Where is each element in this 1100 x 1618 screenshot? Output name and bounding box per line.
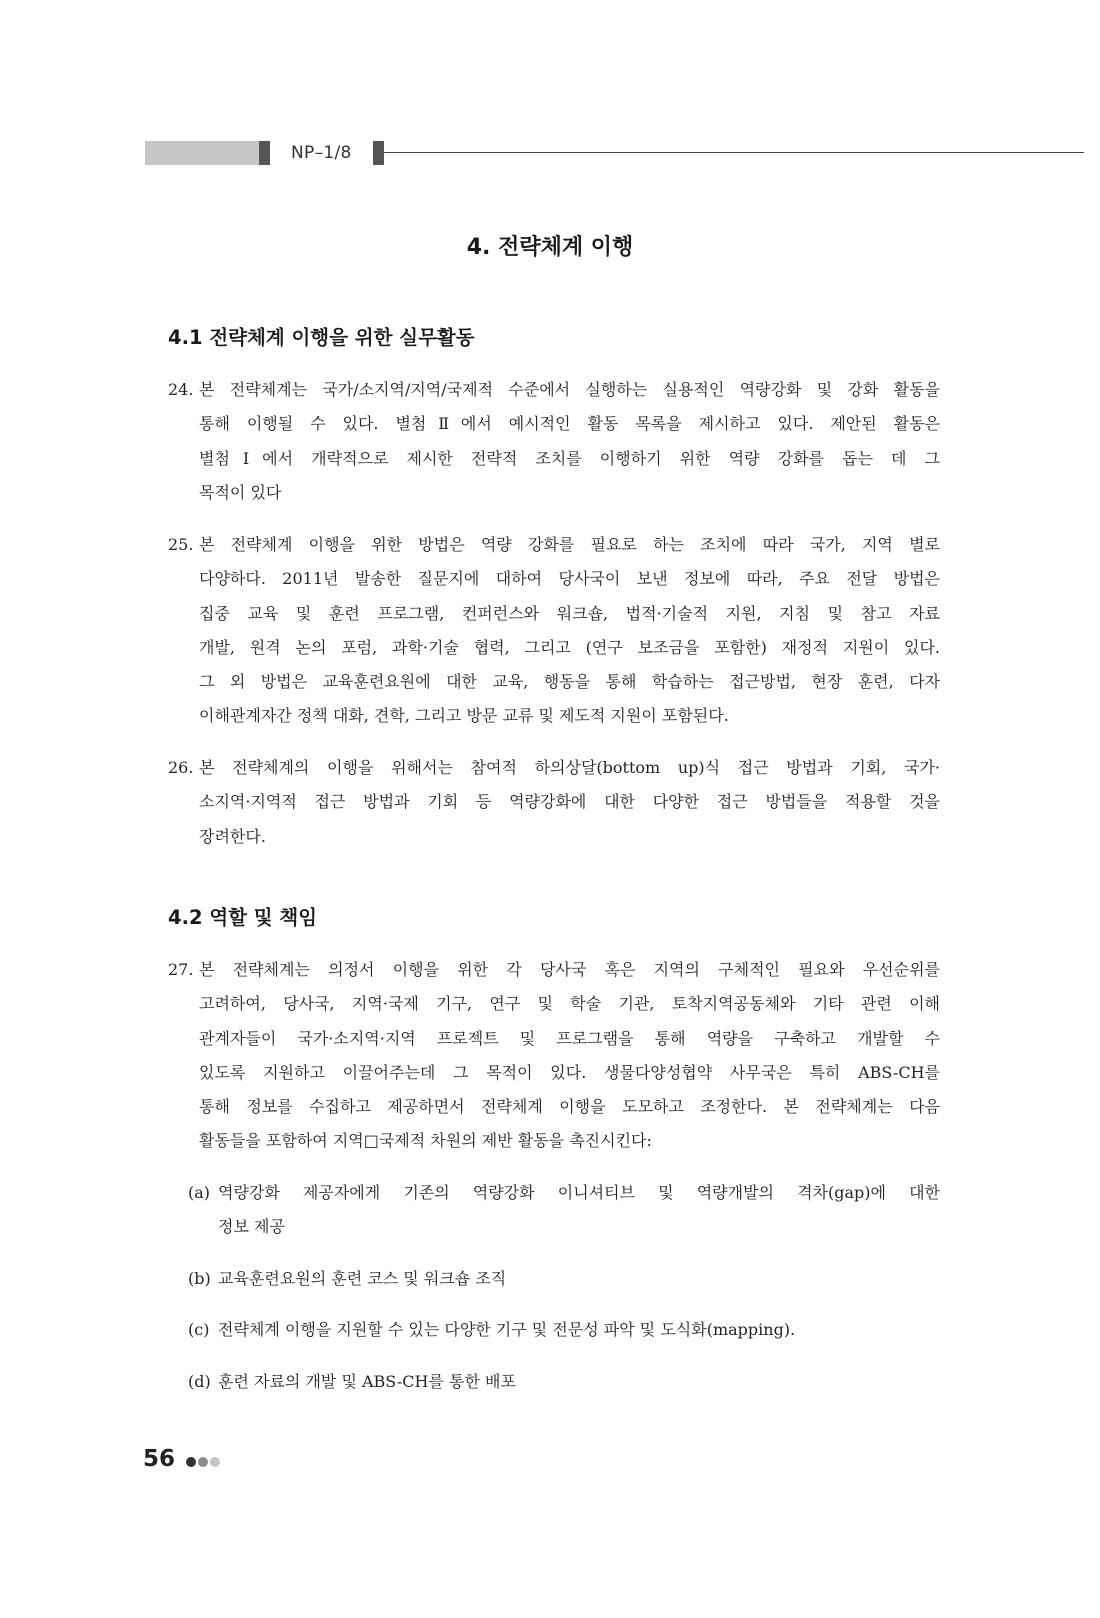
text-line: 이해관계자간 정책 대화, 견학, 그리고 방문 교류 및 제도적 지원이 포함된다. xyxy=(199,706,729,726)
list-item-b xyxy=(188,1262,940,1296)
list-item-text xyxy=(188,1262,940,1296)
text-line: 별첨Ⅰ에서 개략적으로 제시한 전략적 조치를 이행하기 위한 역량 강화를 돕는 데 그 xyxy=(199,448,940,468)
list-item-text xyxy=(188,1313,940,1347)
subsection-heading-4-1: 4.1 전략체계 이행을 위한 실무활동 xyxy=(168,326,475,349)
dot-light xyxy=(210,1457,220,1467)
page-number: 56 xyxy=(143,1446,176,1472)
text-line: 본 전략체계는 의정서 이행을 위한 각 당사국 혹은 지역의 구체적인 필요와 우선순위를 xyxy=(199,960,940,979)
list-item-label: (a) xyxy=(188,1183,211,1202)
text-line: 통해 이행될 수 있다. 별첨Ⅱ에서 예시적인 활동 목록을 제시하고 있다. 제안된 활동은 xyxy=(199,414,940,434)
text-line: 본 전략체계는 국가/소지역/지역/국제적 수준에서 실행하는 실용적인 역량강화 및 강화 활동을 xyxy=(199,380,940,399)
paragraph-25 xyxy=(168,528,940,734)
list-item-a xyxy=(188,1176,940,1245)
text-line: 고려하여, 당사국, 지역·국제 기구, 연구 및 학술 기관, 토착지역공동체와 기타 관련 이해 xyxy=(199,994,940,1014)
dot-mid xyxy=(198,1457,208,1467)
text-line: 관계자들이 국가·소지역·지역 프로젝트 및 프로그램을 통해 역량을 구축하고 개발할 수 xyxy=(199,1028,940,1048)
text-line: 다양하다. 2011년 발송한 질문지에 대하여 당사국이 보낸 정보에 따라, 주요 전달 방법은 xyxy=(199,569,940,589)
document-code: NP–1/8 xyxy=(291,143,352,163)
text-line: 통해 정보를 수집하고 제공하면서 전략체계 이행을 도모하고 조정한다. 본 전략체계는 다음 xyxy=(199,1097,940,1117)
paragraph-number: 27. xyxy=(168,960,194,979)
list-item-c xyxy=(188,1313,940,1347)
paragraph-text xyxy=(168,528,940,734)
text-line: 역량강화 제공자에게 기존의 역량강화 이니셔티브 및 역량개발의 격차(gap)에 대한 xyxy=(218,1183,940,1202)
text-line: 활동들을 포함하여 지역□국제적 차원의 제반 활동을 촉진시킨다: xyxy=(199,1131,652,1151)
text-line: 전략체계 이행을 지원할 수 있는 다양한 기구 및 전문성 파악 및 도식화(mapping). xyxy=(218,1320,796,1339)
text-line: 훈련 자료의 개발 및 ABS-CH를 통한 배포 xyxy=(218,1372,516,1391)
header-gray-bar xyxy=(145,141,270,165)
list-item-d xyxy=(188,1365,940,1399)
paragraph-27 xyxy=(168,953,940,1159)
paragraph-text xyxy=(168,953,940,1159)
text-line: 목적이 있다 xyxy=(199,482,282,502)
paragraph-24 xyxy=(168,373,940,510)
paragraph-26 xyxy=(168,751,940,854)
subsection-heading-4-2: 4.2 역할 및 책임 xyxy=(168,906,318,929)
section-title: 4. 전략체계 이행 xyxy=(466,235,634,260)
text-line: 본 전략체계의 이행을 위해서는 참여적 하의상달(bottom up)식 접근 방법과 기회, 국가· xyxy=(199,758,940,777)
text-line: 있도록 지원하고 이끌어주는데 그 목적이 있다. 생물다양성협약 사무국은 특히 ABS-CH를 xyxy=(199,1062,940,1082)
list-item-label: (d) xyxy=(188,1372,211,1391)
paragraph-number: 24. xyxy=(168,380,194,399)
text-line: 소지역·지역적 접근 방법과 기회 등 역량강화에 대한 다양한 접근 방법들을 적용할 것을 xyxy=(199,792,940,812)
text-line: 정보 제공 xyxy=(218,1217,285,1237)
list-item-text xyxy=(188,1365,940,1399)
header-marker xyxy=(373,141,384,165)
header-dark-notch xyxy=(259,141,270,165)
text-line: 교육훈련요원의 훈련 코스 및 워크숍 조직 xyxy=(218,1269,507,1288)
text-line: 그 외 방법은 교육훈련요원에 대한 교육, 행동을 통해 학습하는 접근방법, 현장 훈련, 다자 xyxy=(199,672,940,692)
list-item-label: (b) xyxy=(188,1269,211,1288)
text-line: 장려한다. xyxy=(199,826,266,846)
paragraph-text xyxy=(168,373,940,510)
list-item-label: (c) xyxy=(188,1320,210,1339)
text-line: 개발, 원격 논의 포럼, 과학·기술 협력, 그리고 (연구 보조금을 포함한) 재정적 지원이 있다. xyxy=(199,637,940,657)
text-line: 본 전략체계 이행을 위한 방법은 역량 강화를 필요로 하는 조치에 따라 국가, 지역 별로 xyxy=(199,535,940,554)
text-line: 집중 교육 및 훈련 프로그램, 컨퍼런스와 워크숍, 법적·기술적 지원, 지침 및 참고 자료 xyxy=(199,603,940,623)
paragraph-number: 25. xyxy=(168,535,194,554)
paragraph-text xyxy=(168,751,940,854)
header-rule xyxy=(384,152,1084,153)
paragraph-number: 26. xyxy=(168,758,194,777)
list-item-text xyxy=(188,1176,940,1245)
dot-dark xyxy=(186,1457,196,1467)
